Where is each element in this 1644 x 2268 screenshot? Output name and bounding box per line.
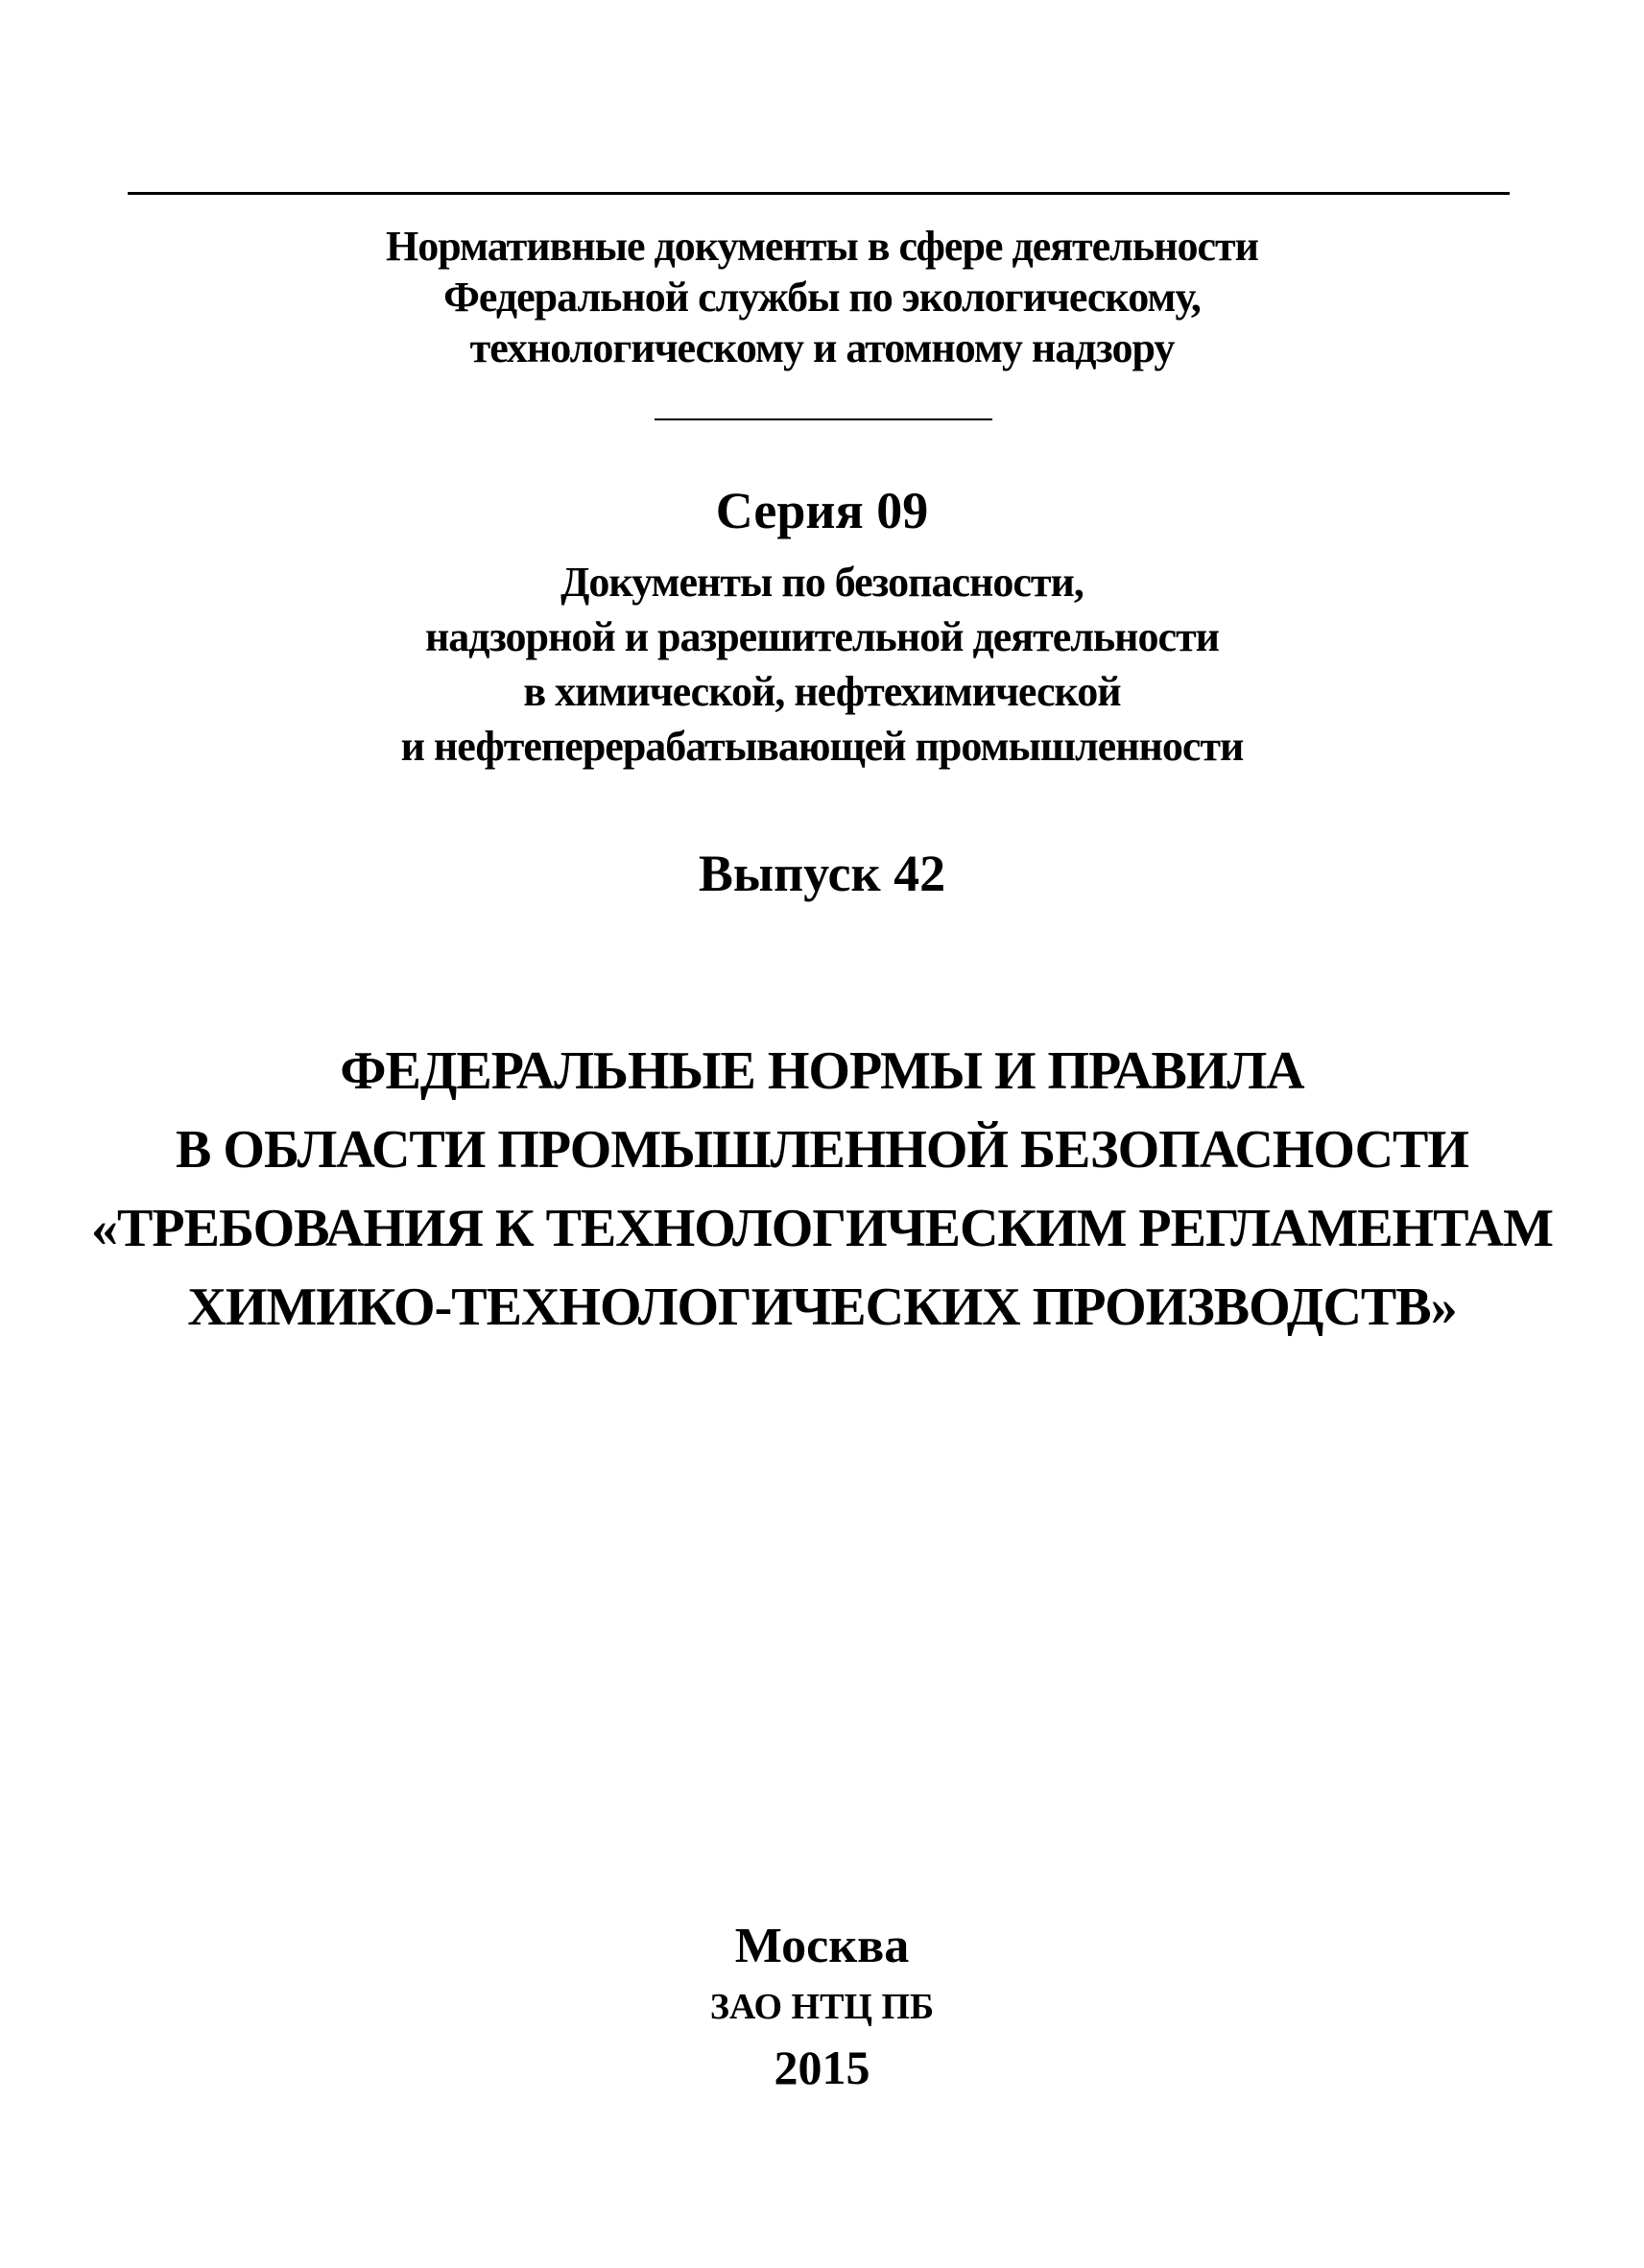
header-line: Нормативные документы в сфере деятельности <box>386 223 1258 270</box>
header-line: Федеральной службы по экологическому, <box>443 274 1201 321</box>
imprint <box>0 1916 1644 2098</box>
imprint-year: 2015 <box>774 2041 870 2094</box>
main-title-line: «ТРЕБОВАНИЯ К ТЕХНОЛОГИЧЕСКИМ РЕГЛАМЕНТАМ <box>91 1199 1553 1258</box>
issue-number: Выпуск 42 <box>698 845 946 902</box>
series-title: Серия 09 <box>715 482 929 539</box>
main-title-line: В ОБЛАСТИ ПРОМЫШЛЕННОЙ БЕЗОПАСНОСТИ <box>176 1120 1468 1180</box>
series-description <box>0 555 1644 774</box>
imprint-publisher: ЗАО НТЦ ПБ <box>709 1987 935 2027</box>
series-description-line: в химической, нефтехимической <box>523 668 1121 715</box>
imprint-city: Москва <box>734 1919 910 1973</box>
header-divider <box>655 418 992 420</box>
top-rule <box>128 192 1510 195</box>
header-block <box>0 221 1644 373</box>
main-title <box>0 1032 1644 1347</box>
header-line: технологическому и атомному надзору <box>469 324 1175 371</box>
main-title-line: ХИМИКО-ТЕХНОЛОГИЧЕСКИХ ПРОИЗВОДСТВ» <box>187 1277 1457 1337</box>
series-description-line: и нефтеперерабатывающей промышленности <box>400 723 1244 770</box>
series-description-line: надзорной и разрешительной деятельности <box>424 613 1220 660</box>
series-description-line: Документы по безопасности, <box>560 559 1084 606</box>
main-title-line: ФЕДЕРАЛЬНЫЕ НОРМЫ И ПРАВИЛА <box>340 1041 1304 1101</box>
